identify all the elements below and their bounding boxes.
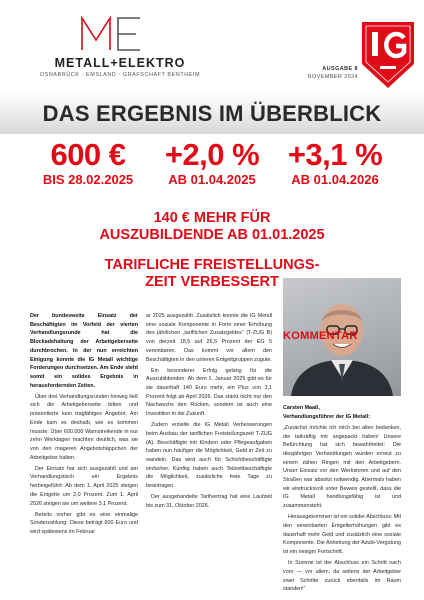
article-lead: Der bundesweite Einsatz der Beschäftigten im Vorfeld der vierten Verhandlungsrunde hat die Blockadehaltung der Arbeitgeberseite durchbrochen. In der nun erreichten Einigung konnte die IG Metall wichtige Forderungen durchsetzen. Am Ende steht somit ein solides Ergebnis in herausfordernden Zeiten.: [30, 313, 138, 389]
azubi-line-1: 140 € MEHR FÜR: [153, 210, 271, 226]
stat-value: 600 €: [50, 137, 126, 172]
kommentar-paragraph: „Zunächst möchte ich mich bei allen bedanken, die tatkräftig mit angepackt haben! Unsere Befürchtung hat sich bewahrheitet: Die diesjährigen Verhandlungen wurden erneut zu einem zähen Ringen mit den Arbeitgebern. Unser Einsatz vor den Werkstoren und auf den Straßen war absolut notwendig. Abermals haben wir eindrucksvoll unter Beweis gestellt, dass die IG Metall handlungsfähig ist und zusammensteht.: [283, 424, 401, 510]
kommentar-heading: KOMMENTAR: [283, 330, 358, 342]
freistellung-line-1: TARIFLICHE FREISTELLUNGS-: [104, 257, 320, 273]
issue-number: AUSGABE 8: [322, 66, 358, 72]
stat-label: BIS 28.02.2025: [42, 172, 134, 187]
azubi-highlight: [40, 210, 384, 244]
article-paragraph: Ein besonderer Erfolg gelang für die Auszubildenden: Ab dem 1. Januar 2025 gibt es für sie dauerhaft 140 Euro mehr, ein Plus von 3,1 Prozent folgt ab April 2026. Das stärkt nicht nur den Nachwuchs den Rücken, sondern ist auch eine Investition in die Zukunft.: [146, 367, 272, 418]
ig-metall-logo: [362, 22, 414, 88]
article-column-1: [30, 312, 138, 539]
article-paragraph: Der ausgehandelte Tarifvertrag hat eine Laufzeit bis zum 31. Oktober 2026.: [146, 494, 272, 509]
article-column-2: [146, 312, 272, 513]
article-paragraph: Der Einsatz hat sich ausgezahlt und am Verhandlungstisch ein Ergebnis herbeigeführt: Ab dem 1. April 2025 steigen die Entgelte um 2,0 Prozent. Zum 1. April 2026 steigen sie um weitere 3,1 Prozent.: [30, 465, 138, 507]
kommentar-role: Verhandlungsführer der IG Metall:: [283, 413, 370, 420]
kommentar-paragraph: In Summe ist der Abschluss ein Schritt nach vorn — vor allem, da seitens der Arbeitgeber zwei Schritte zurück ebenfalls im Raum standen!“: [283, 560, 401, 593]
kommentar-column: [283, 404, 401, 596]
brand-title: METALL+ELEKTRO: [54, 56, 186, 70]
stat-raise-2025: [148, 138, 276, 187]
stat-label: AB 01.04.2025: [168, 172, 256, 187]
stat-value: +3,1 %: [287, 137, 383, 172]
stat-value: +2,0 %: [164, 137, 260, 172]
stat-label: AB 01.04.2026: [291, 172, 379, 187]
page-headline: DAS ERGEBNIS IM ÜBERBLICK: [42, 101, 382, 126]
article-paragraph: Über drei Verhandlungsrunden hinweg ließ sich die Arbeitgeberseite bitten und präsentierte kein tragfähiges Angebot. Am Ende kam es deshalb, wie es kommen musste: Über 600.000 Warnstreikende in nur zehn Werktagen machten deutlich, was sie von den mageren Angebotshäppchen der Arbeitgeber halten.: [30, 393, 138, 461]
azubi-line-2: AUSZUBILDENDE AB 01.01.2025: [99, 227, 325, 243]
freistellung-line-2: ZEIT VERBESSERT: [145, 274, 279, 290]
brand-subtitle: OSNABRÜCK · EMSLAND · GRAFSCHAFT BENTHEIM: [39, 72, 201, 78]
article-paragraph: Zudem erzielte die IG Metall Verbesserungen beim Ausbau der tariflichen Freistellungszeit T-ZUG (A). Beschäftigte mit Kindern oder Pflegeaufgaben haben nun häufiger die Möglichkeit, Geld in Zeit zu wandeln. Das wird auch für Schichtbeschäftigte einfacher. Künftig haben auch Teilzeitbeschäftigte die Möglichkeit, zusätzliche freie Tage zu beantragen.: [146, 422, 272, 490]
issue-date: NOVEMBER 2024: [307, 74, 358, 80]
stat-raise-2026: [276, 138, 394, 187]
article-paragraph: Bereits vorher gibt es eine einmalige Sonderzahlung: Diese beträgt 600 Euro und wird spätestens im Februar: [30, 511, 138, 536]
kommentar-author: Carsten Maaß,: [283, 405, 320, 411]
kommentar-paragraph: Herausgekommen ist ein solider Abschluss: Mit den vereinbarten Entgelterhöhungen gibt es dauerhaft mehr Geld und zusätzlich eine soziale Komponente. Die Anhebung der Azubi-Vergütung ist ein riesiger Fortschritt.: [283, 514, 401, 556]
article-paragraph: ar 2025 ausgezahlt. Zusätzlich konnte die IG Metall eine soziale Komponente in Form einer Erhöhung des jährlichen „tariflichen Zusatzgeldes“ (T-ZUG B) von derzeit 18,5 auf 26,5 Prozent der EG 5 vereinbaren. Das kommt vor allem den Beschäftigten in den unteren Entgeltgruppen zugute.: [146, 313, 272, 363]
metall-elektro-logo: [78, 14, 144, 54]
stat-one-time-payment: [28, 138, 148, 187]
